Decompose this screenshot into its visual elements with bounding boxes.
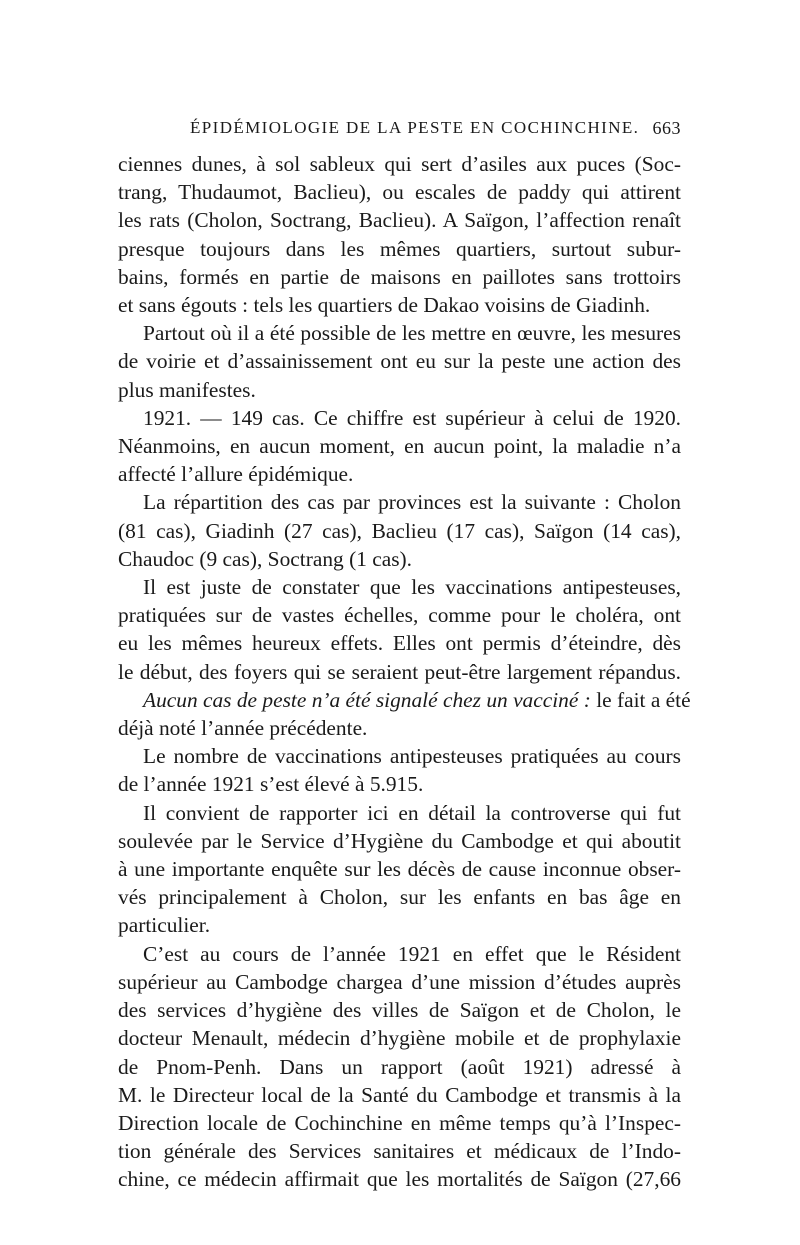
text-line: Il convient de rapporter ici en détail la controverse qui fut	[143, 800, 681, 825]
text-line: de l’année 1921 s’est élevé à 5.915.	[118, 772, 424, 797]
page-number: 663	[652, 118, 681, 138]
text-line: soulevée par le Service d’Hygiène du Cambodge et qui aboutit	[118, 828, 681, 853]
text-line: de voirie et d’assainissement ont eu sur la peste une action des	[118, 349, 681, 374]
text-line: déjà noté l’année précédente.	[118, 716, 368, 741]
text-line: de Pnom-Penh. Dans un rapport (août 1921) adressé à	[118, 1054, 681, 1079]
text-line	[118, 686, 691, 714]
text-line: pratiquées sur de vastes échelles, comme pour le choléra, ont	[118, 603, 681, 628]
text-line: supérieur au Cambodge chargea d’une mission d’études auprès	[118, 969, 681, 994]
text-line: plus manifestes.	[118, 377, 256, 402]
text-line: (81 cas), Giadinh (27 cas), Baclieu (17 cas), Saïgon (14 cas),	[118, 518, 681, 543]
text-line: le début, des foyers qui se seraient peut-être largement répandus.	[118, 659, 681, 684]
text-line: Il est juste de constater que les vaccinations antipesteuses,	[143, 575, 681, 600]
text-line: Chaudoc (9 cas), Soctrang (1 cas).	[118, 546, 413, 571]
text-line: 1921. — 149 cas. Ce chiffre est supérieur à celui de 1920.	[143, 405, 681, 430]
text-line: chine, ce médecin affirmait que les mortalités de Saïgon (27,66	[118, 1167, 681, 1192]
text-line: des services d’hygiène des villes de Saïgon et de Cholon, le	[118, 998, 681, 1023]
text-line: Néanmoins, en aucun moment, en aucun point, la maladie n’a	[118, 434, 681, 459]
text-line: presque toujours dans les mêmes quartiers, surtout subur-	[118, 236, 681, 261]
text-line: C’est au cours de l’année 1921 en effet que le Résident	[143, 941, 681, 966]
body-text	[118, 150, 691, 1194]
text-line: docteur Menault, médecin d’hygiène mobile et de prophylaxie	[118, 1026, 681, 1051]
text-line: Le nombre de vaccinations antipesteuses pratiquées au cours	[143, 744, 681, 769]
text-line: vés principalement à Cholon, sur les enfants en bas âge en	[118, 885, 681, 910]
line-text: le fait a été	[590, 687, 691, 712]
text-line: à une importante enquête sur les décès de cause inconnue obser-	[118, 857, 681, 882]
text-line: Partout où il a été possible de les mettre en œuvre, les mesures	[143, 321, 681, 346]
italic-phrase: Aucun cas de peste n’a été signalé chez un vacciné :	[143, 687, 591, 712]
text-line: bains, formés en partie de maisons en paillotes sans trottoirs	[118, 264, 681, 289]
text-line: eu les mêmes heureux effets. Elles ont permis d’éteindre, dès	[118, 631, 681, 656]
text-line: tion générale des Services sanitaires et médicaux de l’Indo-	[118, 1139, 681, 1164]
text-line: M. le Directeur local de la Santé du Cambodge et transmis à la	[118, 1082, 681, 1107]
running-head	[118, 118, 681, 142]
text-line: et sans égouts : tels les quartiers de Dakao voisins de Giadinh.	[118, 293, 651, 318]
text-line: trang, Thudaumot, Baclieu), ou escales de paddy qui attirent	[118, 180, 681, 205]
text-line: particulier.	[118, 913, 211, 938]
running-title: ÉPIDÉMIOLOGIE DE LA PESTE EN COCHINCHINE.	[190, 118, 640, 137]
text-line: La répartition des cas par provinces est la suivante : Cholon	[143, 490, 681, 515]
text-line: ciennes dunes, à sol sableux qui sert d’asiles aux puces (Soc-	[118, 152, 681, 176]
text-line: affecté l’allure épidémique.	[118, 462, 354, 487]
text-line: les rats (Cholon, Soctrang, Baclieu). A Saïgon, l’affection renaît	[118, 208, 681, 233]
text-line: Direction locale de Cochinchine en même temps qu’à l’Inspec-	[118, 1110, 681, 1135]
